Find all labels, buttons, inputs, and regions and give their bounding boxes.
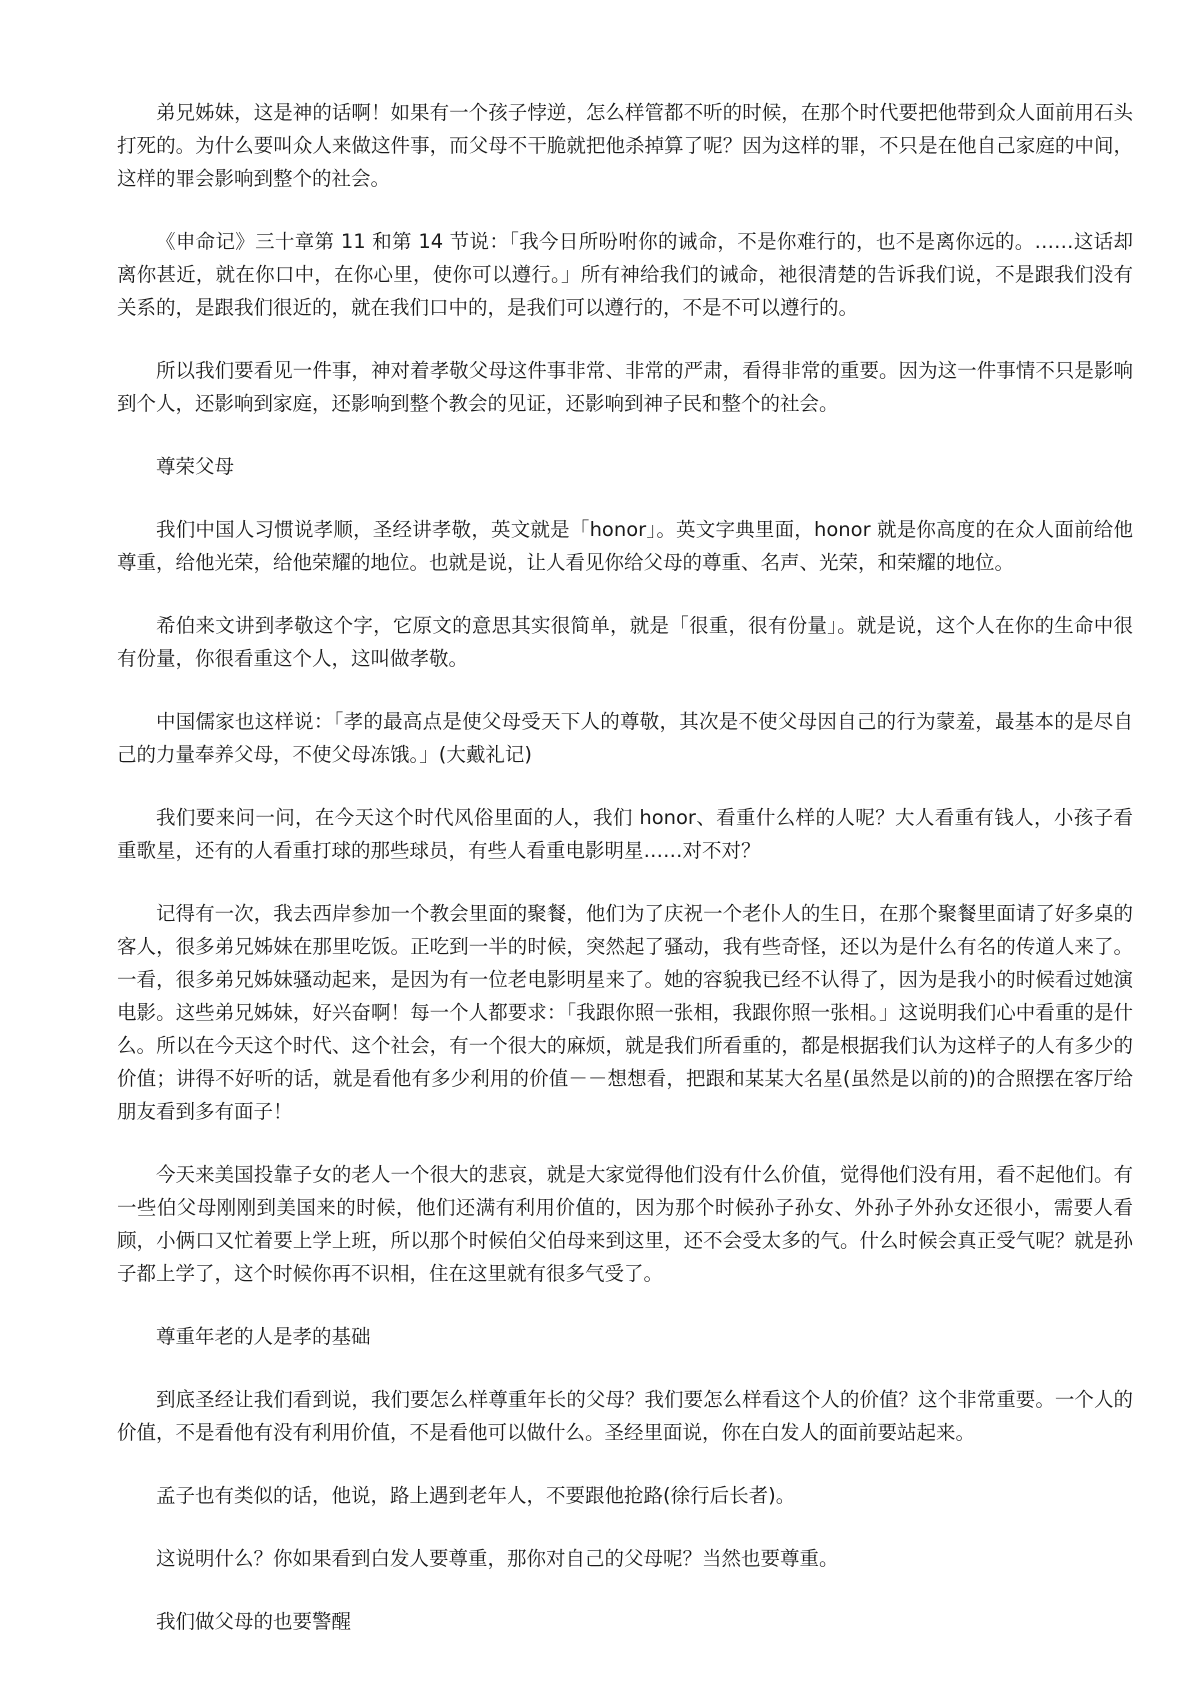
- paragraph: 我们中国人习惯说孝顺，圣经讲孝敬，英文就是「honor」。英文字典里面，honor 就是你高度的在众人面前给他尊重，给他光荣，给他荣耀的地位。也就是说，让人看见你给父母的尊重、名声、光荣，和荣耀的地位。: [117, 518, 1133, 574]
- paragraph: 今天来美国投靠子女的老人一个很大的悲哀，就是大家觉得他们没有什么价值，觉得他们没有用，看不起他们。有一些伯父母刚刚到美国来的时候，他们还满有利用价值的，因为那个时候孙子孙女、外孙子外孙女还很小，需要人看顾，小俩口又忙着要上学上班，所以那个时候伯父伯母来到这里，还不会受太多的气。什么时候会真正受气呢？就是孙子都上学了，这个时候你再不识相，住在这里就有很多气受了。: [117, 1163, 1133, 1285]
- paragraph: 所以我们要看见一件事，神对着孝敬父母这件事非常、非常的严肃，看得非常的重要。因为这一件事情不只是影响到个人，还影响到家庭，还影响到整个教会的见证，还影响到神子民和整个的社会。: [117, 359, 1133, 415]
- paragraph: 到底圣经让我们看到说，我们要怎么样尊重年长的父母？我们要怎么样看这个人的价值？这个非常重要。一个人的价值，不是看他有没有利用价值，不是看他可以做什么。圣经里面说，你在白发人的面前要站起来。: [117, 1388, 1133, 1444]
- paragraph: 记得有一次，我去西岸参加一个教会里面的聚餐，他们为了庆祝一个老仆人的生日，在那个聚餐里面请了好多桌的客人，很多弟兄姊妹在那里吃饭。正吃到一半的时候，突然起了骚动，我有些奇怪，还以为是什么有名的传道人来了。一看，很多弟兄姊妹骚动起来，是因为有一位老电影明星来了。她的容貌我已经不认得了，因为是我小的时候看过她演电影。这些弟兄姊妹，好兴奋啊！每一个人都要求：「我跟你照一张相，我跟你照一张相。」这说明我们心中看重的是什么。所以在今天这个时代、这个社会，有一个很大的麻烦，就是我们所看重的，都是根据我们认为这样子的人有多少的价值；讲得不好听的话，就是看他有多少利用的价值－－想想看，把跟和某某大名星(虽然是以前的)的合照摆在客厅给朋友看到多有面子！: [117, 902, 1133, 1123]
- paragraph: 弟兄姊妹，这是神的话啊！如果有一个孩子悖逆，怎么样管都不听的时候，在那个时代要把他带到众人面前用石头打死的。为什么要叫众人来做这件事，而父母不干脆就把他杀掉算了呢？因为这样的罪，不只是在他自己家庭的中间，这样的罪会影响到整个的社会。: [117, 101, 1133, 190]
- section-heading: 我们做父母的也要警醒: [156, 1610, 352, 1633]
- section-heading: 尊重年老的人是孝的基础: [156, 1325, 371, 1348]
- document-body: [117, 96, 1133, 1668]
- paragraph: 这说明什么？你如果看到白发人要尊重，那你对自己的父母呢？当然也要尊重。: [156, 1547, 839, 1570]
- paragraph: 我们要来问一问，在今天这个时代风俗里面的人，我们 honor、看重什么样的人呢？大人看重有钱人，小孩子看重歌星，还有的人看重打球的那些球员，有些人看重电影明星……对不对？: [117, 806, 1133, 862]
- paragraph: 中国儒家也这样说：「孝的最高点是使父母受天下人的尊敬，其次是不使父母因自己的行为蒙羞，最基本的是尽自己的力量奉养父母，不使父母冻饿。」(大戴礼记): [117, 710, 1133, 766]
- paragraph: 希伯来文讲到孝敬这个字，它原文的意思其实很简单，就是「很重，很有份量」。就是说，这个人在你的生命中很有份量，你很看重这个人，这叫做孝敬。: [117, 614, 1133, 670]
- paragraph: 《申命记》三十章第 11 和第 14 节说：「我今日所吩咐你的诫命，不是你难行的，也不是离你远的。……这话却离你甚近，就在你口中，在你心里，使你可以遵行。」所有神给我们的诫命，祂很清楚的告诉我们说，不是跟我们没有关系的，是跟我们很近的，就在我们口中的，是我们可以遵行的，不是不可以遵行的。: [117, 230, 1133, 319]
- section-heading: 尊荣父母: [156, 455, 235, 478]
- paragraph: 孟子也有类似的话，他说，路上遇到老年人，不要跟他抢路(徐行后长者)。: [156, 1484, 796, 1507]
